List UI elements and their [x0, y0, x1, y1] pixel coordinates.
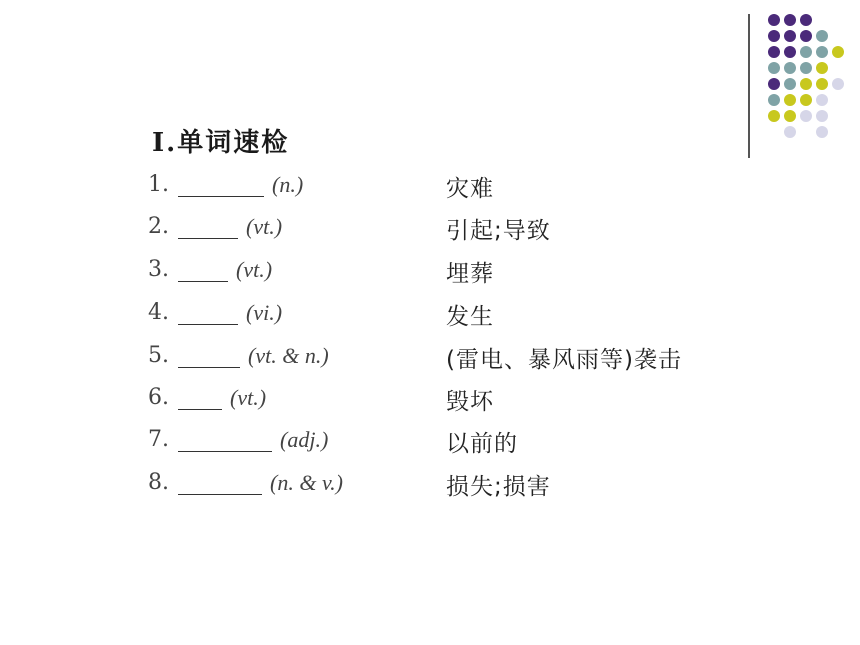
chinese-meaning: 以前的	[446, 431, 518, 457]
item-number: 2.	[148, 214, 169, 239]
decorative-dot	[768, 46, 780, 58]
part-of-speech: (n. & v.)	[270, 470, 343, 495]
item-number: 4.	[148, 300, 169, 325]
answer-blank[interactable]	[178, 451, 272, 452]
part-of-speech: (vt.)	[246, 214, 283, 239]
decorative-dot	[784, 62, 796, 74]
decorative-dot	[784, 14, 796, 26]
decorative-dot	[832, 46, 844, 58]
part-of-speech: (n.)	[272, 172, 304, 197]
decorative-dot	[784, 126, 796, 138]
part-of-speech: (vt.)	[236, 257, 273, 282]
part-of-speech: (vi.)	[246, 300, 283, 325]
chinese-meaning: 引起;导致	[446, 218, 551, 244]
decorative-dot	[768, 94, 780, 106]
decorative-dot	[768, 62, 780, 74]
decorative-dot	[832, 78, 844, 90]
decorative-dot	[784, 94, 796, 106]
section-title: Ⅰ.单词速检	[152, 128, 290, 158]
item-number: 8.	[148, 470, 169, 495]
answer-blank[interactable]	[178, 324, 238, 325]
decorative-dot	[816, 94, 828, 106]
vocab-row	[148, 253, 748, 289]
part-of-speech: (adj.)	[280, 427, 329, 452]
answer-blank[interactable]	[178, 367, 240, 368]
decorative-dot	[784, 46, 796, 58]
decorative-dot	[768, 14, 780, 26]
answer-blank[interactable]	[178, 494, 262, 495]
decorative-dot	[768, 78, 780, 90]
vocab-row	[148, 168, 748, 204]
item-number: 1.	[148, 172, 169, 197]
decorative-dot	[800, 78, 812, 90]
answer-blank[interactable]	[178, 409, 222, 410]
chinese-meaning: 发生	[446, 304, 494, 330]
chinese-meaning: 毁坏	[446, 389, 494, 415]
answer-blank[interactable]	[178, 238, 238, 239]
decorative-dot	[800, 94, 812, 106]
vocab-row	[148, 339, 748, 375]
item-number: 5.	[148, 343, 169, 368]
item-number: 7.	[148, 427, 169, 452]
decorative-dot	[768, 110, 780, 122]
vocab-row	[148, 423, 748, 459]
decorative-dot	[784, 78, 796, 90]
decorative-dot	[816, 110, 828, 122]
chinese-meaning: 灾难	[446, 176, 494, 202]
decorative-dot	[800, 110, 812, 122]
decorative-dot	[800, 46, 812, 58]
chinese-meaning: 损失;损害	[446, 474, 551, 500]
decorative-dot	[816, 126, 828, 138]
decorative-dot	[800, 62, 812, 74]
vocab-row	[148, 296, 748, 332]
decorative-dot	[800, 30, 812, 42]
decorative-dot	[800, 14, 812, 26]
decorative-dot	[816, 30, 828, 42]
answer-blank[interactable]	[178, 281, 228, 282]
vocab-row	[148, 210, 748, 246]
decorative-dot	[784, 30, 796, 42]
item-number: 6.	[148, 385, 169, 410]
decorative-dot	[816, 78, 828, 90]
chinese-meaning: (雷电、暴风雨等)袭击	[446, 347, 682, 373]
chinese-meaning: 埋葬	[446, 261, 494, 287]
part-of-speech: (vt.)	[230, 385, 267, 410]
part-of-speech: (vt. & n.)	[248, 343, 329, 368]
decorative-dot	[768, 30, 780, 42]
decorative-dot	[784, 110, 796, 122]
vocab-row	[148, 381, 748, 417]
answer-blank[interactable]	[178, 196, 264, 197]
decorative-dot	[816, 46, 828, 58]
decorative-dot-grid	[0, 0, 860, 170]
decorative-dot	[816, 62, 828, 74]
item-number: 3.	[148, 257, 169, 282]
vocab-row	[148, 466, 748, 502]
